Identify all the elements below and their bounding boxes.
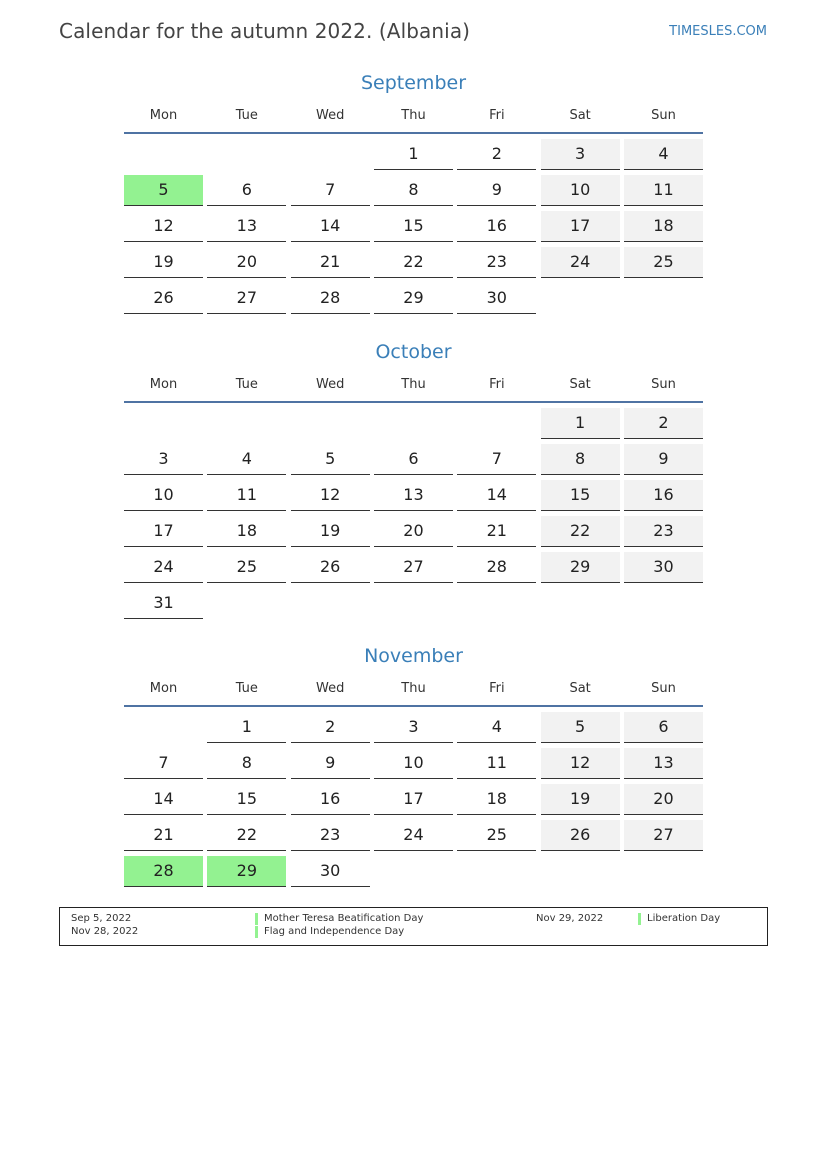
day-cell: 4 — [457, 712, 536, 743]
empty-cell — [124, 139, 203, 170]
day-cell: 10 — [374, 748, 453, 779]
weekday-label: Mon — [149, 108, 178, 123]
day-cell: 30 — [624, 552, 703, 583]
day-cell: 24 — [374, 820, 453, 851]
day-cell: 27 — [207, 283, 286, 314]
day-cell: 24 — [541, 247, 620, 278]
empty-cell — [207, 408, 286, 439]
day-cell: 11 — [457, 748, 536, 779]
day-cell: 20 — [374, 516, 453, 547]
day-cell: 7 — [457, 444, 536, 475]
day-cell: 16 — [624, 480, 703, 511]
day-cell: 14 — [457, 480, 536, 511]
weekday-label: Sun — [651, 681, 676, 696]
weekday-header — [124, 677, 703, 701]
day-cell: 19 — [291, 516, 370, 547]
weekday-label: Tue — [235, 108, 258, 123]
day-cell: 15 — [374, 211, 453, 242]
weekday-label: Sun — [651, 377, 676, 392]
day-cell: 4 — [624, 139, 703, 170]
day-cell: 3 — [541, 139, 620, 170]
empty-cell — [374, 408, 453, 439]
weekday-label: Tue — [235, 377, 258, 392]
day-cell: 3 — [124, 444, 203, 475]
day-cell: 2 — [457, 139, 536, 170]
day-cell: 12 — [124, 211, 203, 242]
weekday-label: Mon — [149, 377, 178, 392]
day-cell: 9 — [291, 748, 370, 779]
holiday-day-cell: 29 — [207, 856, 286, 887]
day-cell: 25 — [457, 820, 536, 851]
day-cell: 16 — [291, 784, 370, 815]
day-cell: 23 — [291, 820, 370, 851]
weekday-label: Thu — [401, 377, 426, 392]
day-cell: 22 — [374, 247, 453, 278]
month-october — [124, 339, 703, 619]
day-cell: 27 — [624, 820, 703, 851]
day-cell: 19 — [541, 784, 620, 815]
empty-cell — [291, 408, 370, 439]
day-cell: 14 — [124, 784, 203, 815]
header-divider — [124, 705, 703, 707]
day-cell: 4 — [207, 444, 286, 475]
month-november — [124, 643, 703, 887]
legend-holiday-name: Mother Teresa Beatification Day — [255, 913, 423, 925]
empty-cell — [291, 139, 370, 170]
day-cell: 9 — [457, 175, 536, 206]
day-cell: 1 — [541, 408, 620, 439]
day-cell: 26 — [124, 283, 203, 314]
day-cell: 27 — [374, 552, 453, 583]
header-divider — [124, 401, 703, 403]
day-cell: 17 — [541, 211, 620, 242]
day-cell: 30 — [457, 283, 536, 314]
weekday-label: Wed — [315, 681, 345, 696]
day-cell: 14 — [291, 211, 370, 242]
holiday-legend — [59, 907, 768, 946]
month-title: November — [364, 645, 463, 667]
day-cell: 21 — [457, 516, 536, 547]
weekday-label: Sat — [569, 377, 591, 392]
holiday-day-cell: 5 — [124, 175, 203, 206]
day-cell: 25 — [624, 247, 703, 278]
day-cell: 8 — [207, 748, 286, 779]
day-cell: 1 — [207, 712, 286, 743]
day-cell: 12 — [541, 748, 620, 779]
weekday-label: Tue — [235, 681, 258, 696]
day-cell: 3 — [374, 712, 453, 743]
day-cell: 16 — [457, 211, 536, 242]
day-cell: 17 — [374, 784, 453, 815]
day-cell: 20 — [624, 784, 703, 815]
day-cell: 7 — [124, 748, 203, 779]
weekday-label: Thu — [401, 108, 426, 123]
legend-holiday-name: Flag and Independence Day — [255, 926, 404, 938]
weekday-label: Sat — [569, 681, 591, 696]
weekday-label: Sat — [569, 108, 591, 123]
day-cell: 21 — [291, 247, 370, 278]
day-cell: 26 — [291, 552, 370, 583]
empty-cell — [124, 712, 203, 743]
day-grid — [124, 408, 703, 619]
day-cell: 22 — [207, 820, 286, 851]
day-cell: 12 — [291, 480, 370, 511]
empty-cell — [124, 408, 203, 439]
day-cell: 1 — [374, 139, 453, 170]
day-grid — [124, 712, 703, 887]
weekday-label: Fri — [489, 377, 505, 392]
weekday-label: Fri — [489, 108, 505, 123]
day-cell: 31 — [124, 588, 203, 619]
weekday-label: Wed — [315, 377, 345, 392]
day-cell: 21 — [124, 820, 203, 851]
day-cell: 29 — [374, 283, 453, 314]
day-cell: 24 — [124, 552, 203, 583]
day-cell: 18 — [207, 516, 286, 547]
day-cell: 23 — [457, 247, 536, 278]
header-divider — [124, 132, 703, 134]
weekday-label: Wed — [315, 108, 345, 123]
day-grid — [124, 139, 703, 314]
day-cell: 5 — [541, 712, 620, 743]
day-cell: 10 — [124, 480, 203, 511]
day-cell: 9 — [624, 444, 703, 475]
day-cell: 29 — [541, 552, 620, 583]
weekday-header — [124, 104, 703, 128]
legend-date: Nov 29, 2022 — [536, 913, 604, 924]
day-cell: 15 — [541, 480, 620, 511]
legend-holiday-name: Liberation Day — [638, 913, 720, 925]
day-cell: 6 — [624, 712, 703, 743]
day-cell: 15 — [207, 784, 286, 815]
day-cell: 28 — [291, 283, 370, 314]
day-cell: 8 — [541, 444, 620, 475]
day-cell: 18 — [457, 784, 536, 815]
month-title: October — [375, 341, 452, 363]
day-cell: 28 — [457, 552, 536, 583]
weekday-label: Mon — [149, 681, 178, 696]
day-cell: 5 — [291, 444, 370, 475]
day-cell: 20 — [207, 247, 286, 278]
weekday-label: Thu — [401, 681, 426, 696]
day-cell: 11 — [624, 175, 703, 206]
day-cell: 11 — [207, 480, 286, 511]
day-cell: 25 — [207, 552, 286, 583]
month-title: September — [360, 72, 467, 94]
weekday-header — [124, 373, 703, 397]
day-cell: 17 — [124, 516, 203, 547]
day-cell: 23 — [624, 516, 703, 547]
day-cell: 26 — [541, 820, 620, 851]
day-cell: 6 — [374, 444, 453, 475]
day-cell: 30 — [291, 856, 370, 887]
empty-cell — [457, 408, 536, 439]
day-cell: 19 — [124, 247, 203, 278]
day-cell: 8 — [374, 175, 453, 206]
day-cell: 13 — [207, 211, 286, 242]
day-cell: 6 — [207, 175, 286, 206]
weekday-label: Sun — [651, 108, 676, 123]
legend-date: Nov 28, 2022 — [71, 926, 139, 937]
site-link[interactable]: TIMESLES.COM — [669, 24, 767, 39]
weekday-label: Fri — [489, 681, 505, 696]
day-cell: 13 — [624, 748, 703, 779]
day-cell: 22 — [541, 516, 620, 547]
day-cell: 7 — [291, 175, 370, 206]
page-title: Calendar for the autumn 2022. (Albania) — [59, 19, 471, 43]
day-cell: 10 — [541, 175, 620, 206]
empty-cell — [207, 139, 286, 170]
month-september — [124, 70, 703, 314]
day-cell: 18 — [624, 211, 703, 242]
day-cell: 13 — [374, 480, 453, 511]
legend-date: Sep 5, 2022 — [71, 913, 132, 924]
holiday-day-cell: 28 — [124, 856, 203, 887]
day-cell: 2 — [624, 408, 703, 439]
day-cell: 2 — [291, 712, 370, 743]
